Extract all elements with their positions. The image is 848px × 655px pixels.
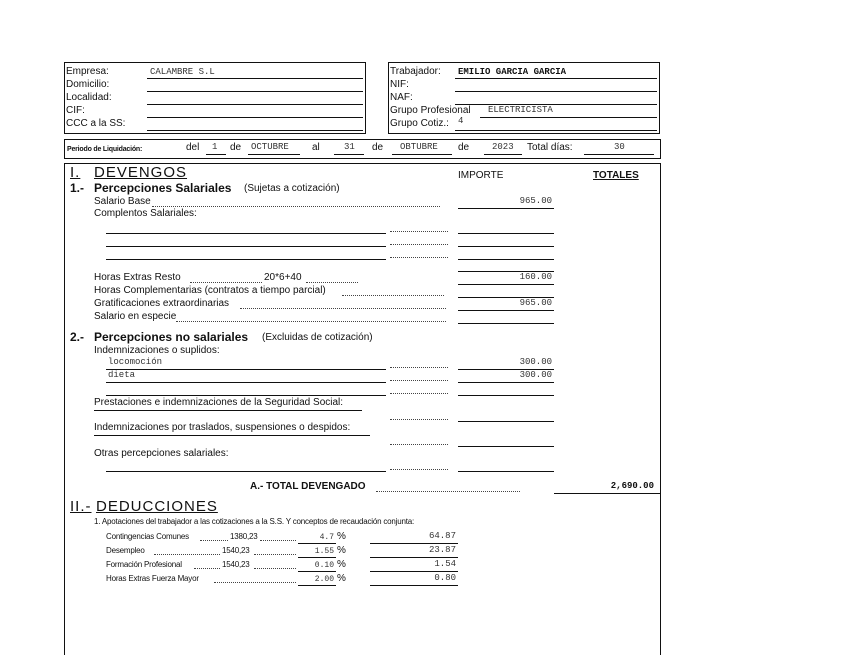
especie-label: Salario en especie (94, 311, 177, 322)
grupo-cotiz-line (455, 130, 657, 131)
salariales-title: Percepciones Salariales (94, 181, 232, 195)
main-box-right (660, 163, 661, 655)
periodo-de3-label: de (458, 142, 470, 153)
empresa-line (147, 78, 363, 79)
periodo-label: Periodo de Liquidación: (67, 146, 143, 153)
salario-base-value: 965.00 (519, 196, 552, 206)
totales-header: TOTALES (593, 170, 639, 181)
ded-row-base-1: 1380,23 (230, 532, 258, 541)
ded-row-pct-symbol-1: % (337, 531, 346, 542)
nif-line (455, 91, 657, 92)
periodo-anio-value: 2023 (492, 142, 514, 152)
periodo-al-line (334, 154, 364, 155)
ded-row-pct-1: 4.7 (319, 533, 334, 542)
item-line-2 (106, 382, 386, 383)
otras-imp-line (458, 471, 554, 472)
periodo-mes2-line (392, 154, 452, 155)
ded-row-value-4: 0.80 (434, 573, 456, 583)
devengos-title-num: I. (70, 164, 81, 181)
especie-line (458, 323, 554, 324)
domicilio-label: Domicilio: (66, 79, 110, 90)
ded-row-value-line-3 (370, 571, 458, 572)
horas-extras-dots-2 (306, 282, 358, 283)
ded-row-dots-b-2 (254, 554, 296, 555)
periodo-mes1-value: OCTUBRE (251, 142, 289, 152)
periodo-total-value: 30 (614, 142, 625, 152)
item-label-dieta: dieta (108, 370, 136, 380)
deducciones-title: DEDUCCIONES (96, 498, 218, 515)
ded-row-pct-line-2 (298, 557, 336, 558)
prestaciones-label: Prestaciones e indemnizaciones de la Seguridad Social: (94, 397, 344, 408)
ded-row-pct-symbol-4: % (337, 573, 346, 584)
grupo-cotiz-label: Grupo Cotiz.: (390, 118, 449, 129)
otras-label: Otras percepciones salariales: (94, 448, 229, 459)
gratificaciones-dots (240, 308, 446, 309)
aportaciones-label: 1. Apotaciones del trabajador a las cotizaciones a la S.S. Y conceptos de recaudación conjunta: (94, 517, 415, 526)
empresa-value: CALAMBRE S.L (150, 67, 215, 77)
salariales-num: 1.- (70, 181, 85, 195)
ded-row-value-line-4 (370, 585, 458, 586)
prestaciones-line (94, 410, 362, 411)
otras-line (106, 471, 386, 472)
especie-dots (176, 321, 446, 322)
comp-line-3 (106, 259, 386, 260)
no-salariales-sub: (Excluidas de cotización) (262, 332, 373, 343)
domicilio-line (147, 91, 363, 92)
horas-extras-label: Horas Extras Resto (94, 272, 181, 283)
ded-row-dots-a-3 (194, 568, 220, 569)
periodo-del-label: del (186, 142, 200, 153)
naf-line (455, 104, 657, 105)
gratificaciones-label: Gratificaciones extraordinarias (94, 298, 230, 309)
periodo-total-line (584, 154, 654, 155)
deducciones-title-num: II.- (70, 498, 92, 515)
periodo-mes1-line (248, 154, 300, 155)
ded-row-value-1: 64.87 (428, 531, 456, 541)
ded-row-dots-a-2 (154, 554, 220, 555)
trabajador-label: Trabajador: (390, 66, 441, 77)
complementos-label: Complentos Salariales: (94, 208, 197, 219)
salariales-sub: (Sujetas a cotización) (244, 183, 340, 194)
ded-row-dots-b-1 (260, 540, 296, 541)
item-dots-1 (390, 367, 448, 368)
ded-row-value-line-1 (370, 543, 458, 544)
ded-row-label-4: Horas Extras Fuerza Mayor (106, 574, 199, 583)
devengos-title: DEVENGOS (94, 164, 188, 181)
indemn-label: Indemnizaciones o suplidos: (94, 345, 220, 356)
cif-line (147, 117, 363, 118)
ded-row-dots-a-1 (200, 540, 228, 541)
naf-label: NAF: (390, 92, 413, 103)
comp-dots-3 (390, 257, 448, 258)
ded-row-base-2: 1540,23 (222, 546, 250, 555)
periodo-de1-label: de (230, 142, 242, 153)
gratificaciones-line (458, 310, 554, 311)
prestaciones-dots (390, 419, 448, 420)
gratificaciones-value: 965.00 (519, 298, 552, 308)
horas-comp-dots (342, 295, 444, 296)
traslados-line (94, 435, 370, 436)
comp-imp-1 (458, 233, 554, 234)
periodo-mes2-value: OBTUBRE (400, 142, 438, 152)
horas-comp-label: Horas Complementarias (contratos a tiempo parcial) (94, 285, 326, 296)
ded-row-pct-symbol-2: % (337, 545, 346, 556)
ded-row-label-2: Desempleo (106, 546, 145, 555)
ded-row-label-3: Formación Profesional (106, 560, 182, 569)
ded-row-pct-line-3 (298, 571, 336, 572)
grupo-prof-label: Grupo Profesional (390, 105, 471, 116)
comp-line-2 (106, 246, 386, 247)
item-imp-line-3 (458, 395, 554, 396)
ded-row-pct-line-1 (298, 543, 336, 544)
periodo-del-value: 1 (212, 142, 218, 152)
ded-row-pct-2: 1.55 (314, 547, 334, 556)
item-imp-line-2 (458, 382, 554, 383)
ded-row-value-3: 1.54 (434, 559, 456, 569)
total-devengado-line (554, 493, 660, 494)
item-value-locomocion: 300.00 (519, 357, 552, 367)
salario-base-dots (152, 206, 440, 207)
main-box-left (64, 163, 65, 655)
periodo-de2-label: de (372, 142, 384, 153)
comp-imp-2 (458, 246, 554, 247)
periodo-anio-line (484, 154, 522, 155)
no-salariales-num: 2.- (70, 330, 85, 344)
salario-base-label: Salario Base (94, 196, 151, 207)
comp-dots-1 (390, 231, 448, 232)
no-salariales-title: Percepciones no salariales (94, 330, 249, 344)
periodo-total-label: Total días: (527, 142, 573, 153)
periodo-al-label: al (312, 142, 320, 153)
nif-label: NIF: (390, 79, 409, 90)
ded-row-value-line-2 (370, 557, 458, 558)
traslados-label: Indemnizaciones por traslados, suspensiones o despidos: (94, 422, 351, 433)
periodo-al-value: 31 (344, 142, 355, 152)
item-dots-2 (390, 380, 448, 381)
total-devengado-value: 2,690.00 (610, 481, 654, 491)
item-line-3 (106, 395, 386, 396)
comp-line-1 (106, 233, 386, 234)
item-value-dieta: 300.00 (519, 370, 552, 380)
ded-row-value-2: 23.87 (428, 545, 456, 555)
ccc-line (147, 130, 363, 131)
empresa-label: Empresa: (66, 66, 109, 77)
grupo-prof-line (480, 117, 657, 118)
ded-row-dots-a-4 (214, 582, 296, 583)
trabajador-line (455, 78, 657, 79)
horas-extras-note: 20*6+40 (264, 272, 302, 283)
periodo-del-line (206, 154, 226, 155)
item-line-1 (106, 369, 386, 370)
ded-row-pct-3: 0.10 (314, 561, 334, 570)
comp-dots-2 (390, 244, 448, 245)
traslados-imp-line (458, 446, 554, 447)
grupo-prof-value: ELECTRICISTA (488, 105, 553, 115)
traslados-dots (390, 444, 448, 445)
ded-row-pct-line-4 (298, 585, 336, 586)
item-dots-3 (390, 393, 448, 394)
localidad-line (147, 104, 363, 105)
ded-row-dots-b-3 (254, 568, 296, 569)
ded-row-pct-symbol-3: % (337, 559, 346, 570)
cif-label: CIF: (66, 105, 85, 116)
grupo-cotiz-value: 4 (458, 116, 464, 126)
ded-row-label-1: Contingencias Comunes (106, 532, 189, 541)
ccc-label: CCC a la SS: (66, 118, 126, 129)
localidad-label: Localidad: (66, 92, 112, 103)
total-devengado-dots (376, 491, 520, 492)
horas-extras-dots-1 (190, 282, 262, 283)
comp-imp-3 (458, 259, 554, 260)
salario-base-line (458, 208, 554, 209)
trabajador-value: EMILIO GARCIA GARCIA (458, 67, 567, 77)
prestaciones-imp-line (458, 421, 554, 422)
horas-extras-value: 160.00 (519, 272, 552, 282)
ded-row-pct-4: 2.00 (314, 575, 334, 584)
horas-extras-line (458, 284, 554, 285)
item-label-locomocion: locomoción (108, 357, 163, 367)
otras-dots (390, 469, 448, 470)
ded-row-base-3: 1540,23 (222, 560, 250, 569)
importe-header: IMPORTE (458, 170, 504, 181)
total-devengado-label: A.- TOTAL DEVENGADO (250, 481, 366, 492)
